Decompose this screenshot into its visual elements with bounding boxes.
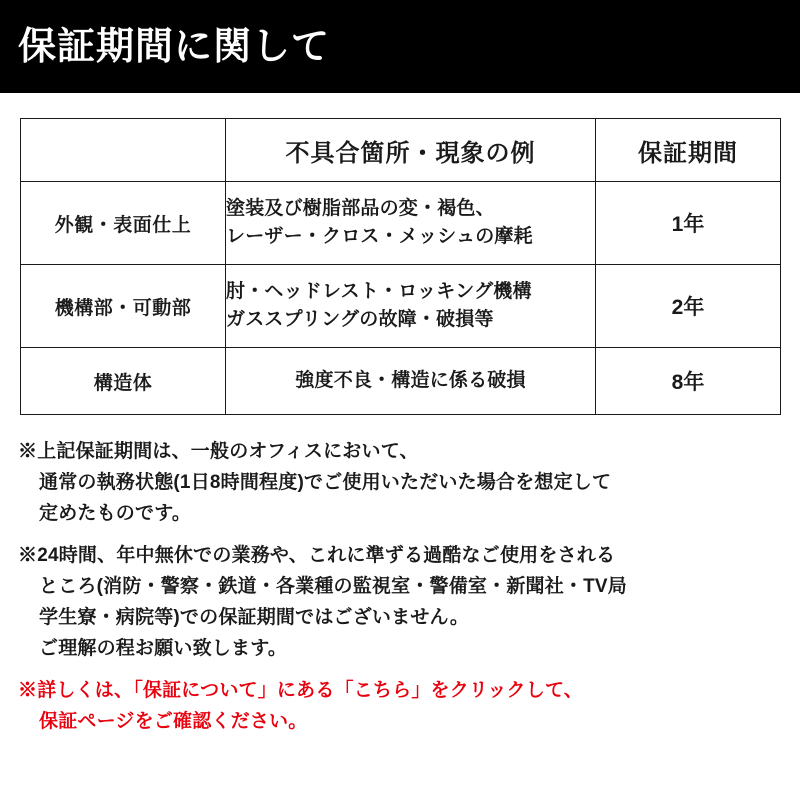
note-line: ※詳しくは、「保証について」にある「こちら」をクリックして、 bbox=[18, 680, 583, 702]
row-category: 機構部・可動部 bbox=[21, 265, 226, 348]
table-header-row bbox=[21, 119, 781, 182]
table-row bbox=[21, 182, 781, 265]
note-warranty-link bbox=[18, 676, 780, 738]
table-header-description: 不具合箇所・現象の例 bbox=[226, 119, 596, 182]
row-description bbox=[226, 182, 596, 265]
note-line: 保証ページをご確認ください。 bbox=[39, 711, 308, 733]
table-row bbox=[21, 348, 781, 415]
warranty-table bbox=[20, 118, 781, 415]
row-term: 1年 bbox=[596, 182, 781, 265]
note-usage-assumption bbox=[18, 437, 780, 529]
page-title: 保証期間に関して bbox=[18, 25, 331, 68]
row-description-line: 肘・ヘッドレスト・ロッキング機構 bbox=[226, 281, 532, 303]
table-header-blank bbox=[21, 119, 226, 182]
row-term: 8年 bbox=[596, 348, 781, 415]
note-line: 学生寮・病院等)での保証期間ではございません。 bbox=[39, 606, 470, 628]
note-line: 通常の執務状態(1日8時間程度)でご使用いただいた場合を想定して bbox=[39, 471, 612, 493]
row-category: 外観・表面仕上 bbox=[21, 182, 226, 265]
notes-section bbox=[0, 415, 800, 738]
row-description-line: 強度不良・構造に係る破損 bbox=[295, 370, 526, 392]
table-header-term: 保証期間 bbox=[596, 119, 781, 182]
note-exclusions bbox=[18, 541, 780, 664]
row-description bbox=[226, 348, 596, 415]
page-header bbox=[0, 0, 800, 93]
note-line: ※上記保証期間は、一般のオフィスにおいて、 bbox=[18, 441, 419, 462]
table-row bbox=[21, 265, 781, 348]
row-description-line: 塗装及び樹脂部品の変・褐色、 bbox=[226, 198, 495, 220]
note-line: ところ(消防・警察・鉄道・各業種の監視室・警備室・新聞社・TV局 bbox=[39, 576, 628, 598]
row-description bbox=[226, 265, 596, 348]
note-line: 定めたものです。 bbox=[39, 502, 192, 524]
note-line: ※24時間、年中無休での業務や、これに準ずる過酷なご使用をされる bbox=[18, 545, 616, 567]
row-description-line: ガススプリングの故障・破損等 bbox=[226, 309, 494, 330]
row-term: 2年 bbox=[596, 265, 781, 348]
row-category: 構造体 bbox=[21, 348, 226, 415]
warranty-table-wrap bbox=[0, 93, 800, 415]
note-line: ご理解の程お願い致します。 bbox=[39, 637, 288, 659]
row-description-line: レーザー・クロス・メッシュの摩耗 bbox=[226, 226, 533, 247]
